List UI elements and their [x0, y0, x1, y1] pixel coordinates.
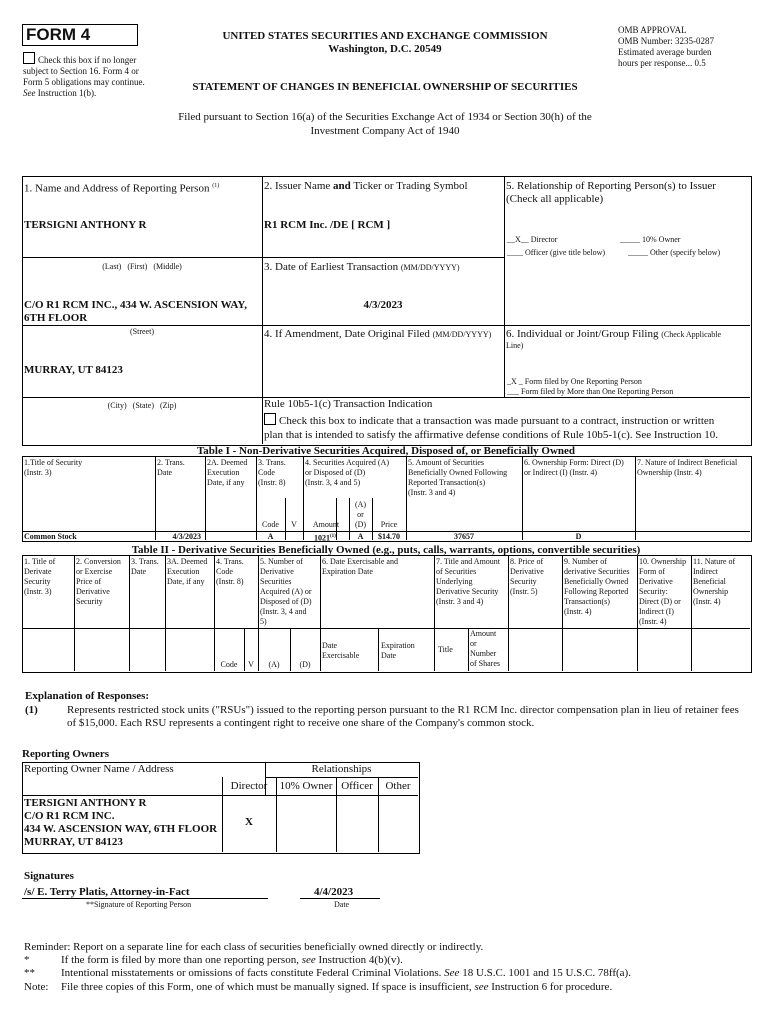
signatures-heading: Signatures — [24, 870, 74, 882]
agency-name: UNITED STATES SECURITIES AND EXCHANGE COMMISSION — [222, 30, 548, 42]
section16-checkbox-text: Check this box if no longer subject to Section 16. Form 4 or Form 5 obligations may continue. — [23, 55, 145, 87]
t2-col-code: 4. Trans. Code (Instr. 8) — [216, 557, 244, 586]
date-caption: Date — [334, 900, 350, 909]
t2-col-underlying: 7. Title and Amount of Securities Underlying Derivative Security (Instr. 3 and 4) — [436, 557, 501, 606]
omb-line: OMB APPROVAL — [618, 25, 687, 35]
reminder-text: Reminder: Report on a separate line for each class of securities beneficially owned directly or indirectly. — [24, 941, 484, 953]
t1-col-acquired: 4. Securities Acquired (A) or Disposed of (D) (Instr. 3, 4 and 5) — [305, 458, 389, 487]
t1-row-security: Common Stock — [24, 532, 77, 541]
footnote-star-text: If the form is filed by more than one reporting person, see Instruction 4(b)(v). — [61, 954, 403, 966]
t2-sub-date-exercisable: Date Exercisable — [322, 641, 360, 660]
t1-col-nature: 7. Nature of Indirect Beneficial Ownership (Instr. 4) — [637, 458, 738, 477]
form-title: FORM 4 — [26, 25, 91, 44]
t1-row-aord: A — [357, 532, 364, 541]
footnote-star-mark: * — [24, 954, 30, 966]
street-line1: C/O R1 RCM INC., 434 W. ASCENSION WAY, — [24, 299, 248, 311]
t2-col-deemed: 3A. Deemed Execution Date, if any — [167, 557, 208, 586]
filed-pursuant-line2: Investment Company Act of 1940 — [310, 125, 460, 137]
t1-col-code: 3. Trans. Code (Instr. 8) — [258, 458, 286, 487]
signature-date: 4/4/2023 — [314, 886, 354, 898]
table1-title: Table I - Non-Derivative Securities Acquired, Disposed of, or Beneficially Owned — [196, 445, 576, 457]
rule-10b5-checkbox[interactable] — [264, 413, 276, 425]
t1-row-code: A — [267, 532, 274, 541]
box4-label: 4. If Amendment, Date Original Filed (MM/DD/YYYY) — [264, 328, 492, 340]
street-caption: (Street) — [130, 327, 154, 336]
t2-col-date: 3. Trans. Date — [131, 557, 159, 576]
director-mark: X — [245, 816, 253, 828]
owner-line: 434 W. ASCENSION WAY, 6TH FLOOR — [24, 823, 218, 835]
owners-col-10pct: 10% Owner — [279, 780, 333, 792]
footnote-text: Represents restricted stock units ("RSUs") issued to the reporting person pursuant to the R1 RCM Inc. director compensation plan in lieu of retainer fees of $15,000. Each RSU represents a contingent right to receive one share of the Company's common stock. — [67, 704, 739, 729]
owners-col-director: Director — [230, 780, 268, 792]
t1-sub-price: Price — [380, 520, 398, 529]
t2-col-number: 5. Number of Derivative Securities Acquired (A) or Disposed of (D) (Instr. 3, 4 and 5) — [260, 557, 312, 626]
instruction-ref: Instruction 1(b). — [37, 88, 97, 98]
agency-city: Washington, D.C. 20549 — [328, 43, 442, 55]
street-line2: 6TH FLOOR — [24, 312, 88, 324]
box6-label: 6. Individual or Joint/Group Filing (Check Applicable — [506, 328, 721, 340]
issuer-name: R1 RCM Inc. /DE [ RCM ] — [264, 219, 391, 231]
note-mark: Note: — [24, 981, 49, 993]
t1-col-date: 2. Trans. Date — [157, 458, 185, 477]
name-caption: (Last) (First) (Middle) — [102, 262, 182, 271]
omb-approval — [618, 25, 758, 69]
table2-title: Table II - Derivative Securities Beneficially Owned (e.g., puts, calls, warrants, options, convertible securities) — [131, 544, 641, 556]
explanation-heading: Explanation of Responses: — [25, 690, 150, 702]
owners-col-name: Reporting Owner Name / Address — [24, 763, 174, 775]
owner-address — [24, 797, 217, 849]
t2-sub-title: Title — [438, 645, 453, 654]
t2-sub-v: V — [248, 660, 254, 669]
box1-label: 1. Name and Address of Reporting Person $^{(1)}$ — [24, 182, 220, 195]
t1-row-price: $14.70 — [378, 532, 400, 541]
t2-col-exercisable: 6. Date Exercisable and Expiration Date — [322, 557, 398, 576]
t2-col-ownership-form: 10. Ownership Form of Derivative Security: Direct (D) or Indirect (I) (Instr. 4) — [639, 557, 687, 626]
reporting-person-name: TERSIGNI ANTHONY R — [24, 219, 147, 231]
footnote-2star-mark: ** — [24, 967, 35, 979]
footnote-2star-text: Intentional misstatements or omissions of facts constitute Federal Criminal Violations. See 18 U.S.C. 1001 and 15 U.S.C. 78ff(a). — [61, 967, 631, 979]
note-text: File three copies of this Form, one of which must be manually signed. If space is insufficient, see Instruction 6 for procedure. — [61, 981, 613, 993]
t2-col-conversion: 2. Conversion or Exercise Price of Derivative Security — [76, 557, 121, 606]
t1-row-date: 4/3/2023 — [172, 532, 201, 541]
reporting-owners-heading: Reporting Owners — [22, 748, 110, 760]
filed-pursuant-line1: Filed pursuant to Section 16(a) of the Securities Exchange Act of 1934 or Section 30(h) of the — [178, 111, 592, 123]
rule-10b5-text: Check this box to indicate that a transaction was made pursuant to a contract, instruction or written — [264, 413, 744, 428]
t1-sub-amount: Amount — [312, 520, 340, 529]
t2-col-title: 1. Title of Derivate Security (Instr. 3) — [24, 557, 56, 596]
t2-col-nature: 11. Nature of Indirect Beneficial Ownership (Instr. 4) — [693, 557, 736, 606]
multiple-reporting-persons-option: ___ Form filed by More than One Reporting Person — [507, 387, 674, 396]
t1-row-amount: 1021$^{(1)}$ — [314, 533, 336, 543]
officer-option: ____ Officer (give title below) — [507, 248, 606, 257]
footnote-number: (1) — [25, 704, 38, 716]
city-state-zip: MURRAY, UT 84123 — [24, 364, 123, 376]
box5-label: 5. Relationship of Reporting Person(s) to Issuer (Check all applicable) — [506, 180, 716, 205]
rule-10b5-title: Rule 10b5-1(c) Transaction Indication — [264, 398, 433, 410]
box3-label: 3. Date of Earliest Transaction (MM/DD/YYYY) — [264, 261, 460, 273]
omb-line: Estimated average burden — [618, 47, 712, 57]
signature-caption: **Signature of Reporting Person — [86, 900, 192, 909]
t2-sub-a: (A) — [268, 660, 280, 669]
section16-checkbox[interactable] — [23, 52, 35, 64]
owner-line: MURRAY, UT 84123 — [24, 836, 123, 848]
rule-10b5-text-line2: plan that is intended to satisfy the affirmative defense conditions of Rule 10b5-1(c). See Instruction 10. — [264, 429, 719, 441]
owner-line: C/O R1 RCM INC. — [24, 810, 115, 822]
box6-label-line2: Line) — [506, 341, 524, 350]
form-title-box — [22, 24, 138, 46]
box2-label: 2. Issuer Name and Ticker or Trading Symbol — [264, 180, 468, 192]
city-caption: (City) (State) (Zip) — [107, 401, 177, 410]
t2-sub-code: Code — [220, 660, 238, 669]
see-word: See — [23, 88, 36, 98]
t2-col-derivatives-owned: 9. Number of derivative Securities Beneficially Owned Following Reported Transaction(s) (Instr. 4) — [564, 557, 630, 616]
omb-line: hours per response... 0.5 — [618, 58, 706, 68]
section16-checkbox-block — [23, 52, 158, 99]
omb-line: OMB Number: 3235-0287 — [618, 36, 714, 46]
owners-col-other: Other — [385, 780, 411, 792]
owners-col-relationships: Relationships — [311, 763, 372, 775]
t2-sub-expiration: Expiration Date — [381, 641, 415, 660]
earliest-transaction-date: 4/3/2023 — [363, 299, 403, 311]
t2-sub-amount: Amount or Number of Shares — [470, 629, 500, 668]
statement-title: STATEMENT OF CHANGES IN BENEFICIAL OWNERSHIP OF SECURITIES — [192, 81, 578, 93]
one-reporting-person-option: _X _ Form filed by One Reporting Person — [507, 377, 642, 386]
t1-sub-code: Code — [262, 520, 279, 529]
t1-col-deemed: 2A. Deemed Execution Date, if any — [207, 458, 248, 487]
t1-col-form: 6. Ownership Form: Direct (D) or Indirect (I) (Instr. 4) — [524, 458, 624, 477]
t1-row-owned: 37657 — [454, 532, 474, 541]
t1-col-owned: 5. Amount of Securities Beneficially Owned Following Reported Transaction(s) (Instr. 3 and 4) — [408, 458, 508, 497]
signer-name: /s/ E. Terry Platis, Attorney-in-Fact — [24, 886, 190, 898]
director-option: __X__ Director — [507, 235, 558, 244]
t1-sub-v: V — [291, 520, 297, 529]
t2-sub-d: (D) — [299, 660, 311, 669]
t1-row-form: D — [575, 532, 582, 541]
other-option: _____ Other (specify below) — [628, 248, 721, 257]
t2-col-price: 8. Price of Derivative Security (Instr. 5) — [510, 557, 544, 596]
owners-col-officer: Officer — [341, 780, 373, 792]
ten-pct-owner-option: _____ 10% Owner — [620, 235, 681, 244]
t1-sub-aord: (A) or (D) — [354, 500, 367, 529]
t1-col-title: 1.Title of Security (Instr. 3) — [24, 458, 83, 477]
owner-line: TERSIGNI ANTHONY R — [24, 797, 147, 809]
